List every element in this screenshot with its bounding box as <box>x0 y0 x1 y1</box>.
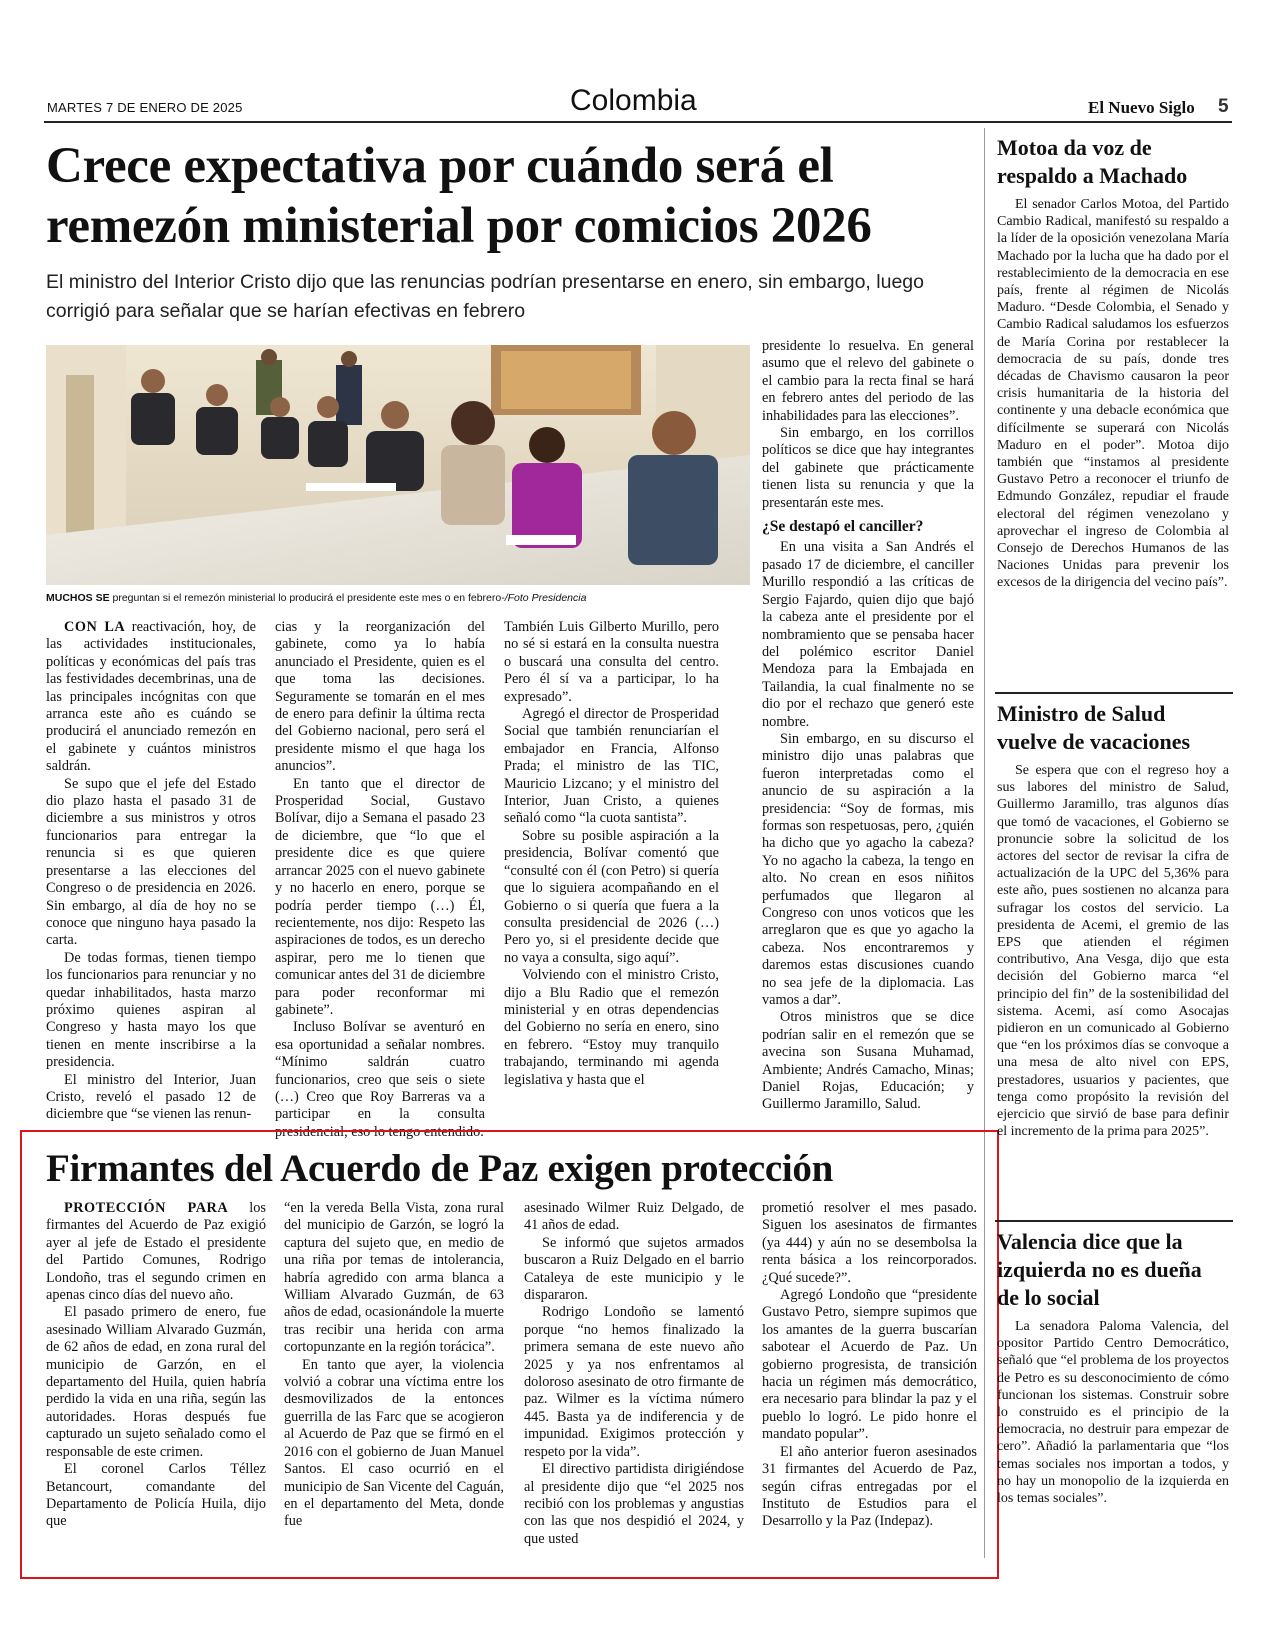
paragraph: Agregó el director de Prosperidad Social que también renunciarían el embajador en Francia, Alfonso Prada; el ministro de las TIC, Mauricio Lizcano; y el ministro del Interior, Juan Cristo, a quienes señaló como “la cuota santista”. <box>504 706 719 827</box>
lead-in: CON LA <box>64 619 126 635</box>
paragraph: Sin embargo, en su discurso el ministro dijo unas palabras que fueron interpretadas como el anuncio de su aspiración a la presidencia: “Soy de formas, mis formas son respetuosas, pero, ¿quién ha dicho que yo agacho la cabeza? Yo no agacho la cabeza, la tengo en alto. No crean en esos niñitos perfumados que llegaron al Congreso con unos voticos que les arreglaron que es que yo agacho la cabeza. Nos encontraremos y daremos estas discusiones cuando no sea jefe de la diplomacia. Las vamos a dar”. <box>762 730 974 1009</box>
cabinet-meeting-photo <box>46 345 750 585</box>
sidebar-brief-1 <box>997 134 1229 592</box>
header-rule <box>44 121 1232 123</box>
paragraph: prometió resolver el mes pasado. Siguen los asesinatos de firmantes (ya 444) y aún no se desembolsa la renta básica a los reincorporados. ¿Qué sucede?”. <box>762 1200 977 1286</box>
paragraph: presidente lo resuelva. En general asumo que el relevo del gabinete o el cambio para la recta final se hará en febrero antes del periodo de las inhabilidades para las elecciones”. <box>762 338 974 424</box>
page-number: 5 <box>1218 96 1229 117</box>
paragraph: Se informó que sujetos armados buscaron a Ruiz Delgado en el barrio Cataleya de este municipio y le dispararon. <box>524 1234 744 1304</box>
box-column-2 <box>284 1200 504 1531</box>
section-title: Colombia <box>570 84 697 117</box>
caption-text: preguntan si el remezón ministerial lo producirá el presidente este mes o en febrero- <box>109 592 505 604</box>
paragraph: El coronel Carlos Téllez Betancourt, comandante del Departamento de Policía Huila, dijo que <box>46 1461 266 1530</box>
brief-title: Ministro de Salud vuelve de vacaciones <box>997 701 1191 754</box>
sidebar-rule <box>995 692 1233 694</box>
sidebar-rule <box>995 1220 1233 1222</box>
main-deck: El ministro del Interior Cristo dijo que las renuncias podrían presentarse en enero, sin embargo, luego corrigió para señalar que se harían efectivas en febrero <box>46 271 924 322</box>
paragraph: En tanto que ayer, la violencia volvió a cobrar una víctima entre los desmovilizados de la entonces guerrilla de las Farc que se acogieron al Acuerdo de Paz que se firmó en el 2016 con el gobierno de Juan Manuel Santos. El caso ocurrió en el municipio de San Vicente del Caguán, en el departamento del Meta, donde fue <box>284 1356 504 1530</box>
paragraph: En una visita a San Andrés el pasado 17 de diciembre, el canciller Murillo respondió a las críticas de Sergio Fajardo, quien dijo que bajó la cabeza ante el presidente por el nombramiento que se pensaba hacer del polémico escritor Daniel Mendoza para la Embajada en Tailandia, la cual finalmente no se dio por el rechazo que generó este nombre. <box>762 539 974 730</box>
paragraph: Sobre su posible aspiración a la presidencia, Bolívar comentó que “consulté con él (con Petro) si quería que lo siguiera acompañando en el Gobierno o si quería que fuera a la consulta presidencial de 2026 (…) Pero yo, si el presidente decide que no vaya a consulta, sigo aquí”. <box>504 827 719 966</box>
box-column-4 <box>762 1200 977 1531</box>
paragraph: El directivo partidista dirigiéndose al presidente dijo que “el 2025 nos recibió con los problemas y angustias con las que nos despidió el 2024, y que usted <box>524 1461 744 1547</box>
paragraph: El pasado primero de enero, fue asesinado William Alvarado Guzmán, de 62 años de edad, en zona rural del municipio de Garzón, en el departamento del Huila, quien habría perdido la vida en una riña, según las autoridades. Horas después fue capturado un sujeto señalado como el responsable de este crimen. <box>46 1304 266 1460</box>
newspaper-name: El Nuevo Siglo <box>1088 98 1195 117</box>
paragraph: Agregó Londoño que “presidente Gustavo Petro, siempre supimos que los amantes de la guerra buscarían sabotear el Acuerdo de Paz. Un gobierno progresista, de transición hacia un régimen más democrático, era necesario para blindar la paz y el pueblo lo logró. Le pido honre el mandato popular”. <box>762 1287 977 1443</box>
box-column-3 <box>524 1200 744 1548</box>
paragraph: CON LA reactivación, hoy, de las actividades institucionales, políticas y económicas del país tras las festividades decembrinas, una de las principales incógnitas con que arranca este año es cuándo se producirá el anunciado remezón en el gabinete y cuántos ministros saldrán. <box>46 619 256 775</box>
box-column-1 <box>46 1200 266 1531</box>
paragraph: El senador Carlos Motoa, del Partido Cambio Radical, manifestó su respaldo a la líder de la oposición venezolana María Machado por la lucha que ha dado por el restablecimiento de la democracia en ese país, frente al régimen de Nicolás Maduro. “Desde Colombia, el Senado y Cambio Radical saludamos los esfuerzos de María Corina por restablecer la democracia de su país, donde tres décadas de Chavismo causaron la peor crisis humanitaria de la historia del continente y una debacle económica que difícilmente se superará con Nicolás Maduro en el poder”. Motoa dijo también que “instamos al presidente Gustavo Petro a reconocer el triunfo de Edmundo González, repudiar el fraude electoral del régimen venezolano y aprovechar el ingreso de Colombia al Consejo de Derechos Humanos de las Naciones Unidas para prevenir los excesos de la dirigencia del vecino país”. <box>997 197 1229 591</box>
main-column-2 <box>275 619 485 1141</box>
paragraph: Incluso Bolívar se aventuró en esa oportunidad a señalar nombres. “Mínimo saldrán cuatro funcionarios, creo que seis o siete (…) Creo que Roy Barreras va a participar en la consulta presidencial, eso lo tengo entendido. <box>275 1019 485 1140</box>
paragraph: La senadora Paloma Valencia, del opositor Partido Centro Democrático, señaló que “el problema de los proyectos de Petro es su desconocimiento de cómo funcionan los sistemas. Construir sobre lo construido es el principio de la democracia, no destruir para empezar de cero”. Añadió la parlamentaria que “los temas sociales nos importan a todos, y no hay un monopolio de la izquierda en los temas sociales”. <box>997 1319 1229 1507</box>
paragraph: Sin embargo, en los corrillos políticos se dice que hay integrantes del gabinete que prácticamente tienen lista su renuncia y que la presentarán este mes. <box>762 425 974 511</box>
subheading: ¿Se destapó el canciller? <box>762 518 924 536</box>
paragraph: Se supo que el jefe del Estado dio plazo hasta el pasado 31 de diciembre a sus ministros y otros funcionarios para entregar la renuncia si es que quieren presentarse a las elecciones del Congreso o de presidencia en 2026. Sin embargo, al día de hoy no se conoce que ninguno haya pasado la carta. <box>46 775 256 949</box>
main-column-3 <box>504 619 719 1089</box>
issue-date: MARTES 7 DE ENERO DE 2025 <box>47 100 243 115</box>
paragraph: El ministro del Interior, Juan Cristo, reveló el pasado 12 de diciembre que “se vienen las renun- <box>46 1071 256 1123</box>
box-headline: Firmantes del Acuerdo de Paz exigen protección <box>46 1147 833 1190</box>
sidebar-brief-2 <box>997 700 1229 1140</box>
photo-caption <box>46 592 750 604</box>
sidebar-brief-3 <box>997 1228 1229 1507</box>
lead-in: PROTECCIÓN PARA <box>64 1200 229 1216</box>
brief-title: Valencia dice que la izquierda no es dueña de lo social <box>997 1229 1202 1310</box>
paragraph: “en la vereda Bella Vista, zona rural del municipio de Garzón, se logró la captura del sujeto que, en medio de una riña por temas de intolerancia, habría agredido con arma blanca a William Alvarado Guzmán, de 63 años de edad, ocasionándole la muerte tras recibir una herida con arma cortopunzante en la región torácica”. <box>284 1200 504 1356</box>
main-headline: Crece expectativa por cuándo será el remezón ministerial por comicios 2026 <box>46 138 872 254</box>
paragraph: asesinado Wilmer Ruiz Delgado, de 41 años de edad. <box>524 1200 744 1234</box>
paragraph: cias y la reorganización del gabinete, como ya lo había anunciado el Presidente, quien es el que toma las decisiones. Seguramente se tomarán en el mes de enero para definir la última recta del Gobierno nacional, pero será el presidente mismo el que haga los anuncios”. <box>275 619 485 775</box>
caption-credit: /Foto Presidencia <box>504 592 587 604</box>
main-column-1 <box>46 619 256 1124</box>
paragraph: También Luis Gilberto Murillo, pero no sé si estará en la consulta nuestra o buscará una consulta del centro. Pero él sí va a participar, lo ha expresado”. <box>504 619 719 705</box>
paragraph: Se espera que con el regreso hoy a sus labores del ministro de Salud, Guillermo Jaramillo, tras algunos días que tomó de vacaciones, el Gobierno se pronuncie sobre la solicitud de los actores del sector de revisar la cifra de actualización de la UPC del 5,36% para este año, pues sostienen no alcanza para sufragar los costos del servicio. La presidenta de Acemi, el gremio de las EPS que atienden el régimen contributivo, Ana Vesga, dijo que esta decisión del Gobierno marca “el principio del fin” de la sostenibilidad del sistema. Acemi, así como Asocajas pidieron en un comunicado al Gobierno que “en los próximos días se convoque a una mesa de alto nivel con EPS, prestadores, usuarios y pacientes, que tenga como propósito la revisión del ejercicio que sirvió de base para definir el incremento de la prima para 2025”. <box>997 763 1229 1140</box>
caption-lead: MUCHOS SE <box>46 592 110 604</box>
paragraph: El año anterior fueron asesinados 31 firmantes del Acuerdo de Paz, según cifras entregadas por el Instituto de Estudios para el Desarrollo y la Paz (Indepaz). <box>762 1443 977 1530</box>
paragraph: Volviendo con el ministro Cristo, dijo a Blu Radio que el remezón ministerial y en otras dependencias del Gobierno no sería en enero, sino en febrero. “Estoy muy tranquilo trabajando, terminando mi agenda legislativa y hasta que el <box>504 967 719 1088</box>
paragraph: En tanto que el director de Prosperidad Social, Gustavo Bolívar, dijo a Semana el pasado 23 de diciembre, que “lo que el presidente dice es que quiere arrancar 2025 con el nuevo gabinete y no hacerlo en enero, porque se podría perder tiempo (…) Él, recientemente, nos dijo: Respeto las aspiraciones de todos, es un derecho aspirar, pero me lo tienen que comunicar antes del 31 de diciembre para poder reconformar mi gabinete”. <box>275 775 485 1018</box>
main-column-4 <box>762 338 974 1114</box>
paragraph: PROTECCIÓN PARA los firmantes del Acuerdo de Paz exigió ayer al jefe de Estado el presidente del Partido Comunes, Rodrigo Londoño, tras el segundo crimen en apenas cinco días del nuevo año. <box>46 1200 266 1304</box>
paragraph: De todas formas, tienen tiempo los funcionarios para renunciar y no quedar inhabilitados, hasta marzo próximo quienes aspiran al Congreso y hasta mayo los que tienen en mente inscribirse a la presidencia. <box>46 949 256 1071</box>
paragraph: Rodrigo Londoño se lamentó porque “no hemos finalizado la primera semana de este nuevo año 2025 y ya nos enfrentamos al doloroso asesinato de otro firmante de paz. Wilmer es la víctima número 445. Basta ya de indiferencia y de impunidad. Exigimos protección y respeto por la vida”. <box>524 1304 744 1460</box>
brief-title: Motoa da voz de respaldo a Machado <box>997 135 1188 188</box>
paragraph: Otros ministros que se dice podrían salir en el remezón que se avecina son Susana Muhamad, Ambiente; Andrés Camacho, Minas; Daniel Rojas, Educación; y Guillermo Jaramillo, Salud. <box>762 1009 974 1113</box>
